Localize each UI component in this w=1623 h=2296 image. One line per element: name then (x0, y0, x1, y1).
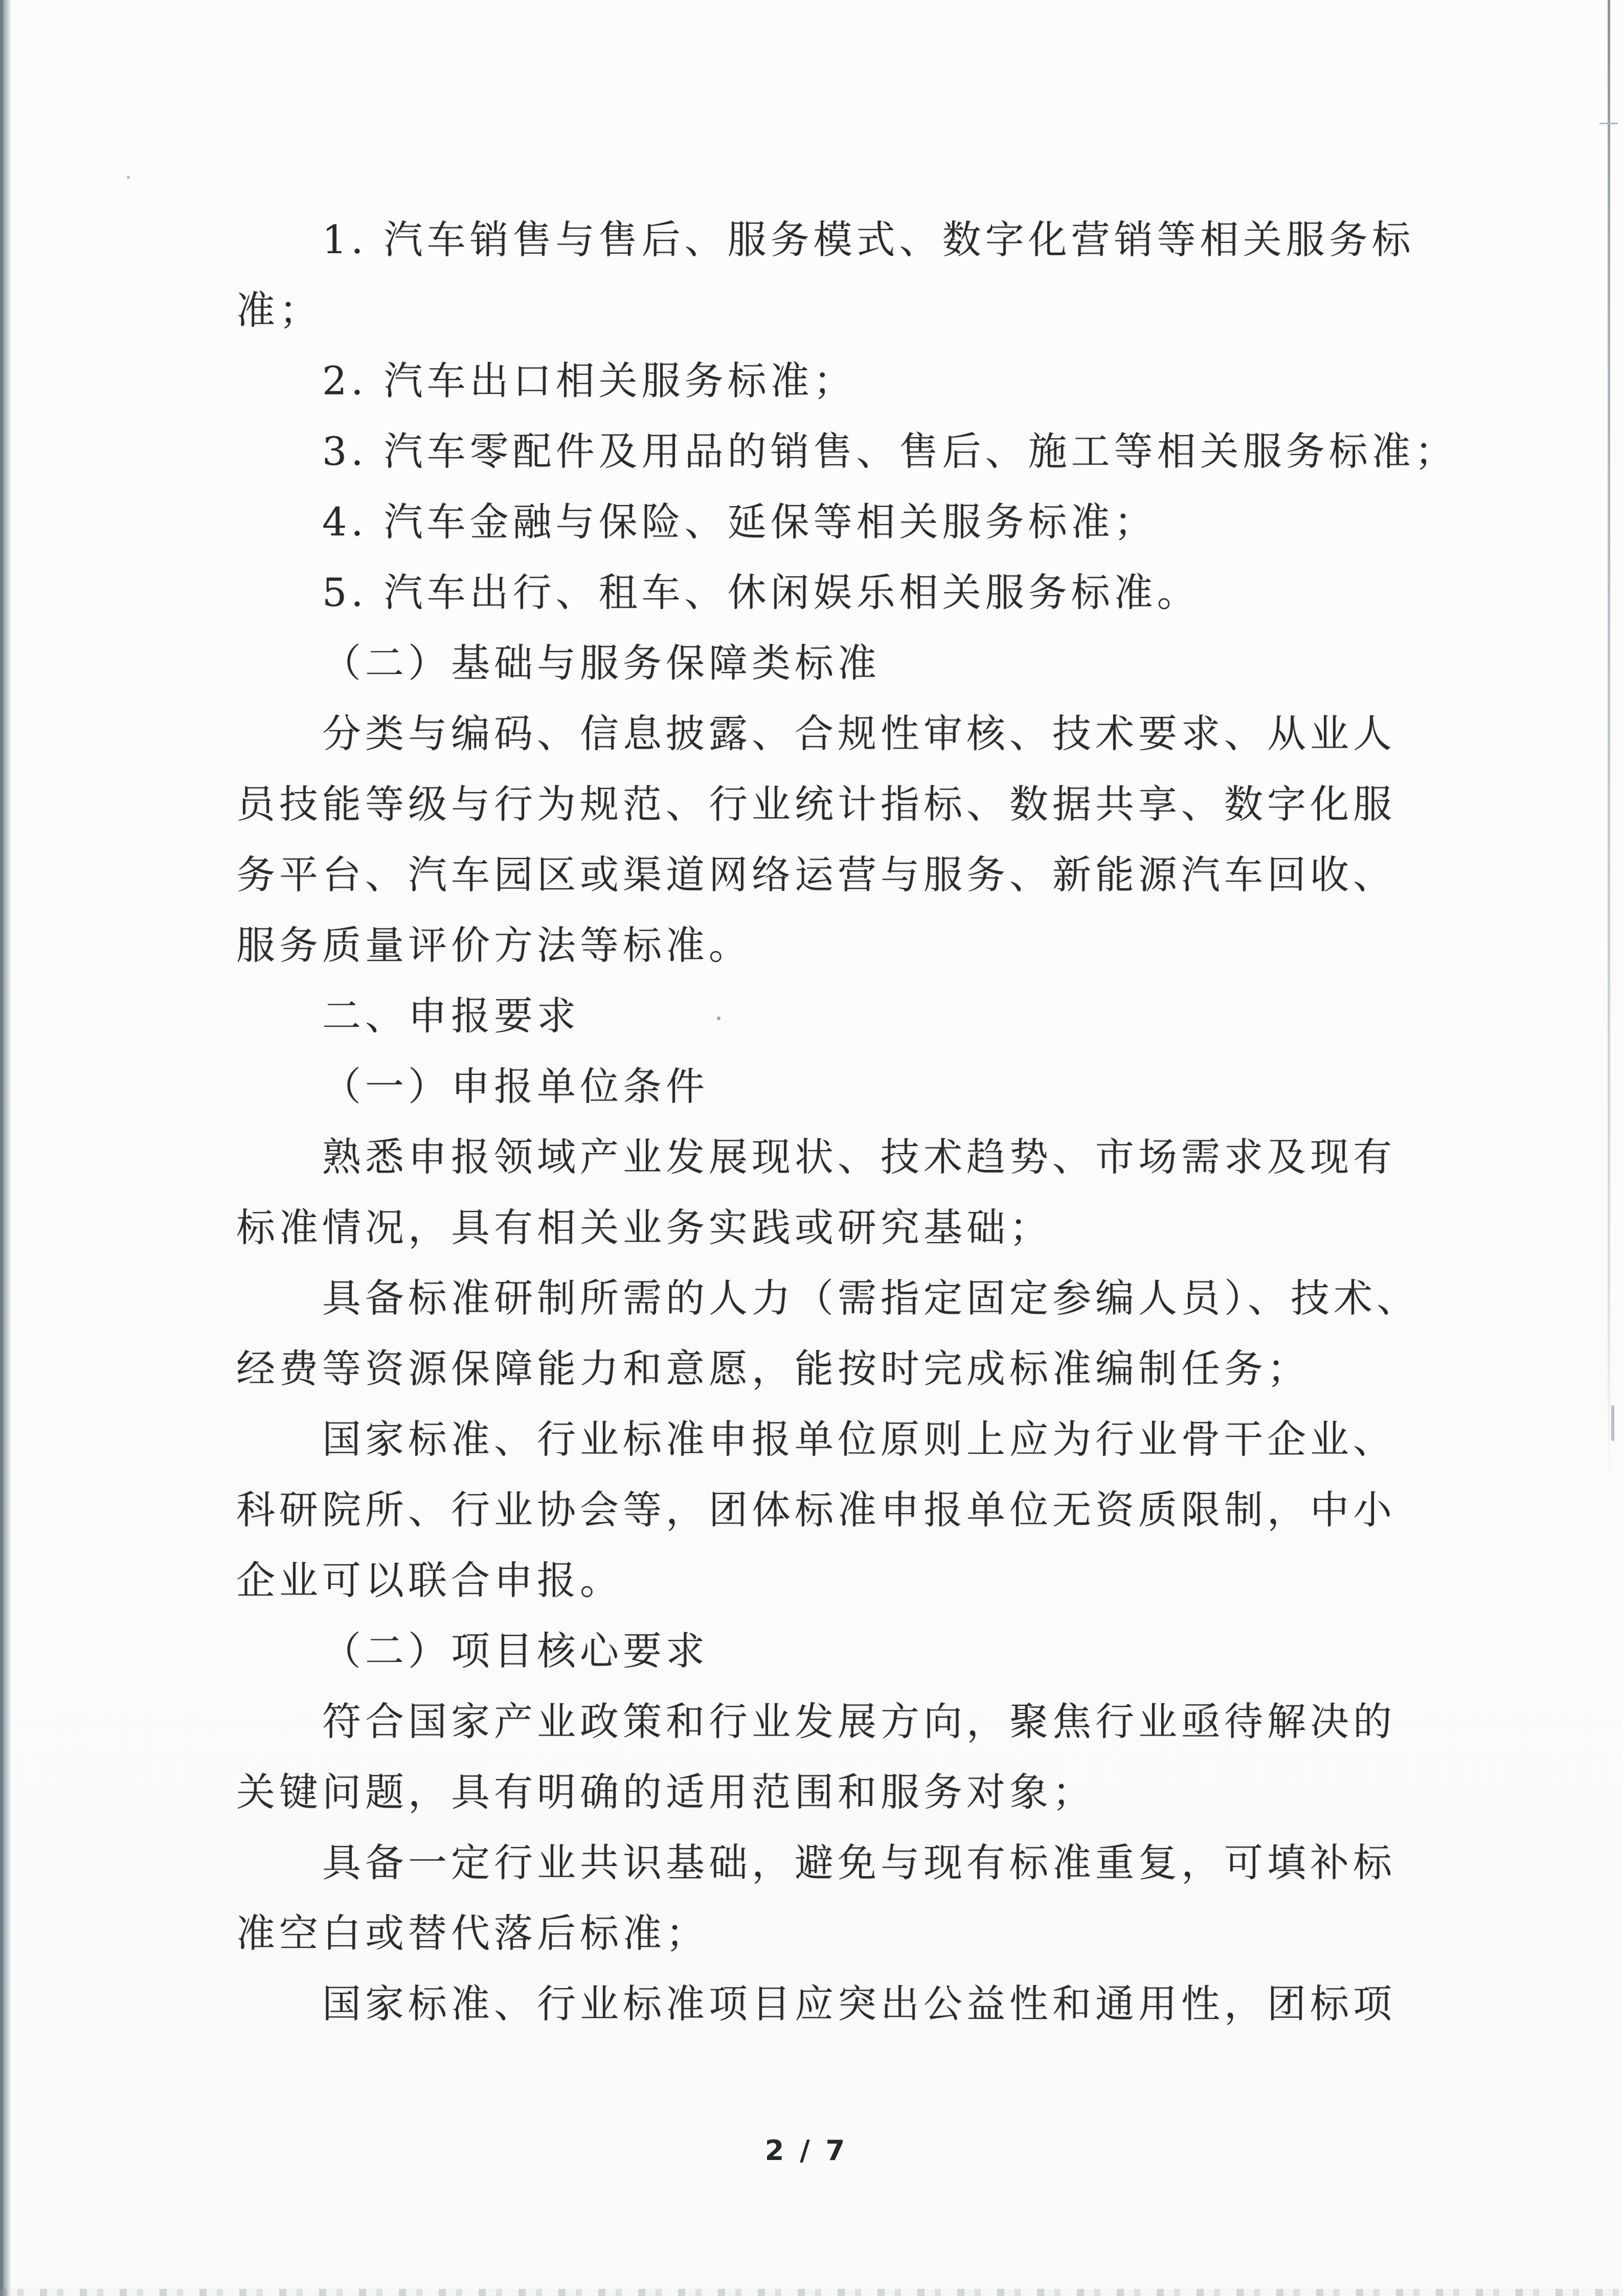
text-line: 5. 汽车出行、租车、休闲娱乐相关服务标准。 (322, 570, 1200, 615)
document-body (236, 205, 1479, 2039)
text-line: （二）项目核心要求 (322, 1628, 709, 1674)
text-line: 国家标准、行业标准申报单位原则上应为行业骨干企业、 (322, 1416, 1396, 1462)
text-line: 具备一定行业共识基础，避免与现有标准重复，可填补标 (322, 1840, 1396, 1885)
text-line: 熟悉申报领域产业发展现状、技术趋势、市场需求及现有 (322, 1134, 1396, 1180)
text-line: （二）基础与服务保障类标准 (322, 640, 881, 686)
text-line: 具备标准研制所需的人力（需指定固定参编人员）、技术、 (322, 1275, 1419, 1321)
text-line: 标准情况，具有相关业务实践或研究基础； (236, 1205, 1052, 1250)
text-line: 2. 汽车出口相关服务标准； (322, 358, 856, 403)
text-line: 务平台、汽车园区或渠道网络运营与服务、新能源汽车回收、 (236, 852, 1396, 897)
text-line: 3. 汽车零配件及用品的销售、售后、施工等相关服务标准； (322, 429, 1458, 474)
scan-right-tick-artifact (1599, 123, 1618, 124)
text-line: 经费等资源保障能力和意愿，能按时完成标准编制任务； (236, 1346, 1310, 1391)
scan-bottom-noise-artifact (0, 2289, 1623, 2296)
text-line: （一）申报单位条件 (322, 1064, 709, 1109)
scan-speck (1611, 1405, 1614, 1441)
text-line: 准； (236, 287, 322, 333)
text-line: 分类与编码、信息披露、合规性审核、技术要求、从业人 (322, 711, 1396, 756)
text-line: 1. 汽车销售与售后、服务模式、数字化营销等相关服务标 (322, 217, 1415, 262)
text-line: 准空白或替代落后标准； (236, 1910, 709, 1956)
text-line: 二、申报要求 (322, 993, 580, 1039)
scan-speck (127, 176, 130, 179)
text-line: 科研院所、行业协会等，团体标准申报单位无资质限制，中小 (236, 1487, 1396, 1533)
page-number: 2 / 7 (764, 2134, 848, 2167)
text-line: 符合国家产业政策和行业发展方向，聚焦行业亟待解决的 (322, 1699, 1396, 1744)
scan-left-edge-artifact (0, 0, 11, 2296)
text-line: 服务质量评价方法等标准。 (236, 922, 752, 968)
text-line: 国家标准、行业标准项目应突出公益性和通用性，团标项 (322, 1981, 1396, 2027)
text-line: 员技能等级与行为规范、行业统计指标、数据共享、数字化服 (236, 781, 1396, 827)
text-line: 企业可以联合申报。 (236, 1558, 623, 1603)
scan-right-line-artifact (1608, 0, 1610, 1483)
text-line: 关键问题，具有明确的适用范围和服务对象； (236, 1769, 1095, 1815)
text-line: 4. 汽车金融与保险、延保等相关服务标准； (322, 499, 1157, 545)
